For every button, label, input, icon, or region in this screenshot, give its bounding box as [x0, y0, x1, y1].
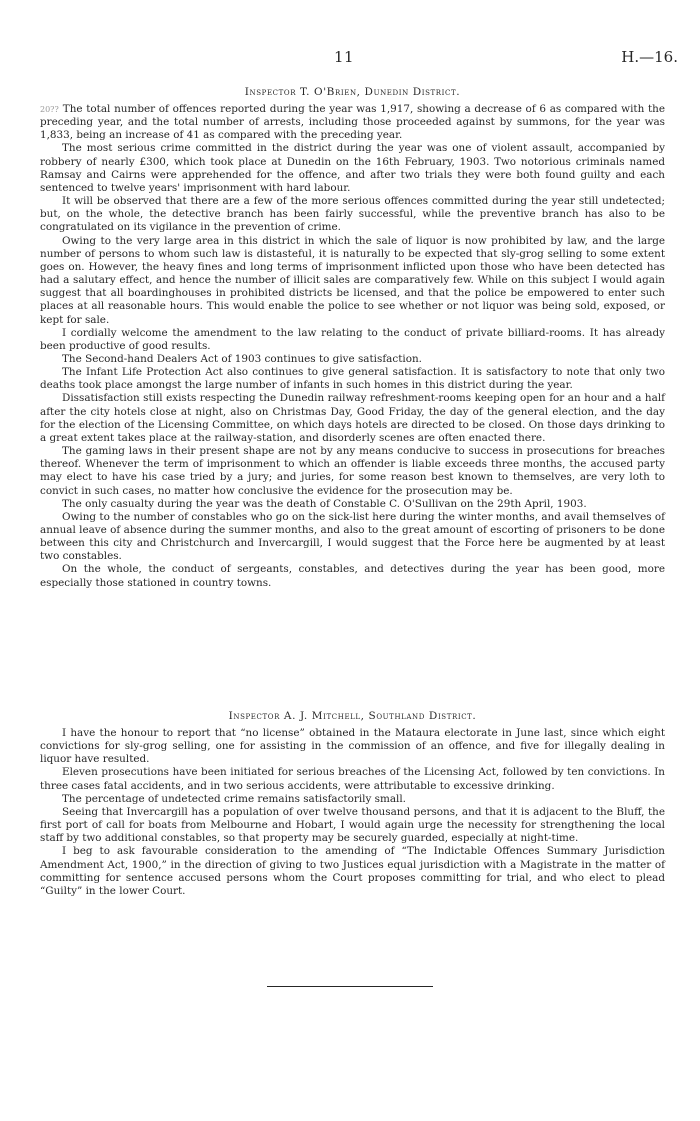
paragraph	[40, 103, 665, 142]
section-southland-report	[40, 710, 665, 898]
page-number: 11	[334, 48, 355, 66]
margin-mark: 20??	[40, 105, 59, 114]
paragraph: I beg to ask favourable consideration to the amending of “The Indictable Offences Summary Jurisdiction Amendment Act, 1900,” in the direction of giving to two Justices equal jurisdiction with a Magistrate in the matter of committing for sentence accused persons whom the Court proposes committing for trial, and who elect to plead “Guilty” in the lower Court.	[40, 845, 665, 897]
paragraph: The Second-hand Dealers Act of 1903 continues to give satisfaction.	[62, 352, 422, 365]
section-heading: Inspector A. J. Mitchell, Southland District.	[228, 710, 477, 722]
paragraph: Dissatisfaction still exists respecting the Dunedin railway refreshment-rooms keeping open for an hour and a half after the city hotels close at night, also on Christmas Day, Good Friday, the day of the general election, and the day for the election of the Licensing Committee, on which days hotels are directed to be closed. On those days drinking to a great extent takes place at the railway-station, and disorderly scenes are often enacted there.	[40, 392, 665, 444]
paragraph: The most serious crime committed in the district during the year was one of violent assault, accompanied by robbery of nearly £300, which took place at Dunedin on the 16th February, 1903. Two notorious criminals named Ramsay and Cairns were apprehended for the offence, and after two trials they were both found guilty and each sentenced to twelve years' imprisonment with hard labour.	[40, 142, 665, 194]
paragraph: The only casualty during the year was the death of Constable C. O'Sullivan on the 29th April, 1903.	[62, 497, 587, 510]
paragraph-text: The total number of offences reported during the year was 1,917, showing a decrease of 6 as compared with the preceding year, and the total number of arrests, including those proceeded against by summons, for the year was 1,833, being an increase of 41 as compared with the preceding year.	[40, 103, 665, 142]
paragraph: Eleven prosecutions have been initiated for serious breaches of the Licensing Act, followed by ten convictions. In three cases fatal accidents, and in two serious accidents, were attributable to excessive drinking.	[40, 766, 665, 792]
paragraph: It will be observed that there are a few of the more serious offences committed during the year still undetected; but, on the whole, the detective branch has been fairly successful, while the preventive branch has also to be congratulated on its vigilance in the prevention of crime.	[40, 195, 665, 234]
paragraph: Seeing that Invercargill has a population of over twelve thousand persons, and that it is adjacent to the Bluff, the first port of call for boats from Melbourne and Hobart, I would again urge the necessity for strengthening the local staff by two additional constables, so that property may be securely guarded, especially at night-time.	[40, 805, 665, 845]
section-dunedin-report	[40, 86, 665, 590]
paragraph: I cordially welcome the amendment to the law relating to the conduct of private billiard-rooms. It has already been productive of good results.	[40, 326, 665, 352]
section-heading: Inspector T. O'Brien, Dunedin District.	[244, 86, 461, 98]
closing-rule	[267, 986, 433, 987]
paper-id: H.—16.	[621, 48, 678, 66]
paragraph: Owing to the very large area in this district in which the sale of liquor is now prohibited by law, and the large number of persons to whom such law is distasteful, it is naturally to be expected that sly-grog selling to some extent goes on. However, the heavy fines and long terms of imprisonment inflicted upon those who have been detected has had a salutary effect, and hence the number of illicit sales are comparatively few. While on this subject I would again suggest that all boardinghouses in prohibited districts be licensed, and that the police be empowered to enter such places at all reasonable hours. This would enable the police to see whether or not liquor was being sold, exposed, or kept for sale.	[40, 234, 665, 326]
paragraph: I have the honour to report that “no license” obtained in the Mataura electorate in June last, since which eight convictions for sly-grog selling, one for assisting in the commission of an offence, and five for illegally dealing in liquor have resulted.	[40, 727, 665, 766]
paragraph: The percentage of undetected crime remains satisfactorily small.	[62, 792, 406, 805]
paragraph: On the whole, the conduct of sergeants, constables, and detectives during the year has been good, more especially those stationed in country towns.	[40, 563, 665, 589]
paragraph: The Infant Life Protection Act also continues to give general satisfaction. It is satisfactory to note that only two deaths took place amongst the large number of infants in such homes in this district during the year.	[40, 366, 665, 392]
paragraph: Owing to the number of constables who go on the sick-list here during the winter months, and avail themselves of annual leave of absence during the summer months, and also to the great amount of escorting of prisoners to be done between this city and Christchurch and Invercargill, I would suggest that the Force here be augmented by at least two constables.	[40, 510, 665, 563]
paragraph: The gaming laws in their present shape are not by any means conducive to success in prosecutions for breaches thereof. Whenever the term of imprisonment to which an offender is liable exceeds three months, the accused party may elect to have his case tried by a jury; and juries, for some reason best known to themselves, are very loth to convict in such cases, no matter how conclusive the evidence for the prosecution may be.	[40, 445, 665, 497]
